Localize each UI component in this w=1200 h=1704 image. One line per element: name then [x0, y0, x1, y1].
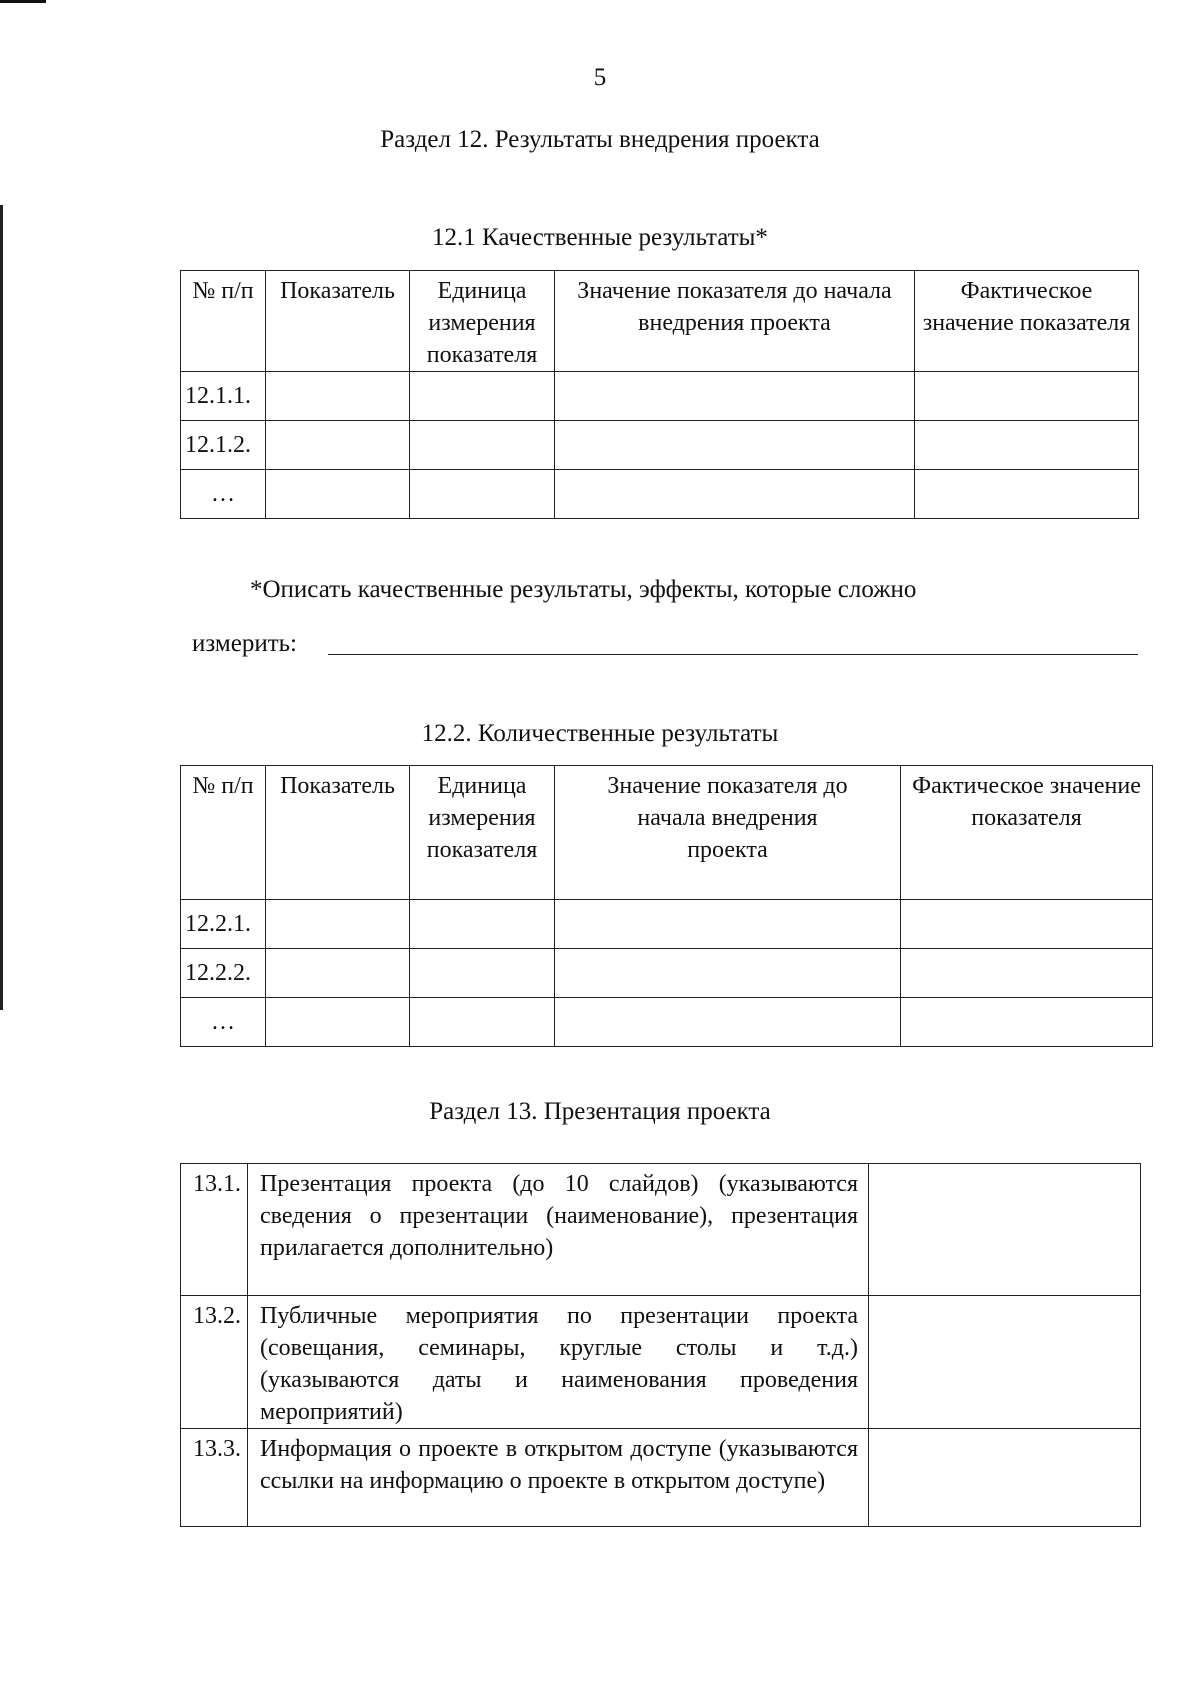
- value-before-cell[interactable]: [555, 949, 901, 998]
- row-description: Презентация проекта (до 10 слайдов) (указываются сведения о презентации (наименование), презентация прилагается дополнительно): [248, 1164, 869, 1296]
- table-row: [181, 1296, 1141, 1429]
- actual-value-cell[interactable]: [915, 372, 1139, 421]
- unit-cell[interactable]: [410, 900, 555, 949]
- row-number: …: [181, 470, 266, 519]
- header-actual-value: Фактическое значение показателя: [901, 766, 1153, 900]
- row-number: 12.1.2.: [181, 421, 266, 470]
- table-row: [181, 421, 1139, 470]
- qualitative-note-label: измерить:: [192, 630, 297, 657]
- indicator-cell[interactable]: [266, 470, 410, 519]
- actual-value-cell[interactable]: [901, 949, 1153, 998]
- table-12-1-title: 12.1 Качественные результаты*: [432, 224, 768, 251]
- unit-cell[interactable]: [410, 421, 555, 470]
- header-actual-value: Фактическое значение показателя: [915, 271, 1139, 372]
- actual-value-cell[interactable]: [915, 421, 1139, 470]
- qualitative-results-table: [180, 270, 1139, 519]
- actual-value-cell[interactable]: [901, 900, 1153, 949]
- header-value-before: Значение показателя до начала внедрения проекта: [555, 766, 901, 900]
- unit-cell[interactable]: [410, 998, 555, 1047]
- row-number: …: [181, 998, 266, 1047]
- actual-value-cell[interactable]: [915, 470, 1139, 519]
- indicator-cell[interactable]: [266, 421, 410, 470]
- row-number: 13.1.: [181, 1164, 248, 1296]
- header-unit: Единица измерения показателя: [410, 766, 555, 900]
- indicator-cell[interactable]: [266, 998, 410, 1047]
- note-input-line[interactable]: [328, 654, 1138, 655]
- indicator-cell[interactable]: [266, 372, 410, 421]
- qualitative-note: *Описать качественные результаты, эффекты, которые сложно: [250, 576, 917, 603]
- row-number: 12.2.1.: [181, 900, 266, 949]
- scan-artifact-left: [0, 205, 3, 1010]
- value-before-cell[interactable]: [555, 470, 915, 519]
- unit-cell[interactable]: [410, 470, 555, 519]
- table-row: [181, 372, 1139, 421]
- quantitative-results-table: [180, 765, 1153, 1047]
- row-description: Публичные мероприятия по презентации проекта (совещания, семинары, круглые столы и т.д.) (указываются даты и наименования проведения мероприятий): [248, 1296, 869, 1429]
- table-row: [181, 949, 1153, 998]
- row-description: Информация о проекте в открытом доступе (указываются ссылки на информацию о проекте в открытом доступе): [248, 1429, 869, 1527]
- table-12-2-title: 12.2. Количественные результаты: [421, 720, 779, 747]
- value-cell[interactable]: [869, 1429, 1141, 1527]
- value-before-cell[interactable]: [555, 998, 901, 1047]
- header-num: № п/п: [181, 271, 266, 372]
- unit-cell[interactable]: [410, 949, 555, 998]
- table-row: [181, 900, 1153, 949]
- table-row: [181, 470, 1139, 519]
- unit-cell[interactable]: [410, 372, 555, 421]
- actual-value-cell[interactable]: [901, 998, 1153, 1047]
- value-before-cell[interactable]: [555, 900, 901, 949]
- header-value-before: Значение показателя до начала внедрения проекта: [555, 271, 915, 372]
- header-indicator: Показатель: [266, 766, 410, 900]
- row-number: 13.3.: [181, 1429, 248, 1527]
- table-row: [181, 998, 1153, 1047]
- indicator-cell[interactable]: [266, 900, 410, 949]
- header-unit: Единица измерения показателя: [410, 271, 555, 372]
- table-row: [181, 1429, 1141, 1527]
- row-number: 12.1.1.: [181, 372, 266, 421]
- section-13-title: Раздел 13. Презентация проекта: [429, 1098, 771, 1125]
- scan-artifact-top: [0, 0, 46, 3]
- table-header-row: [181, 271, 1139, 372]
- section-12-title: Раздел 12. Результаты внедрения проекта: [380, 126, 820, 153]
- header-indicator: Показатель: [266, 271, 410, 372]
- row-number: 12.2.2.: [181, 949, 266, 998]
- header-num: № п/п: [181, 766, 266, 900]
- table-header-row: [181, 766, 1153, 900]
- page-number: 5: [593, 64, 607, 91]
- value-before-cell[interactable]: [555, 372, 915, 421]
- value-cell[interactable]: [869, 1164, 1141, 1296]
- presentation-table: [180, 1163, 1141, 1527]
- value-before-cell[interactable]: [555, 421, 915, 470]
- table-row: [181, 1164, 1141, 1296]
- indicator-cell[interactable]: [266, 949, 410, 998]
- value-cell[interactable]: [869, 1296, 1141, 1429]
- row-number: 13.2.: [181, 1296, 248, 1429]
